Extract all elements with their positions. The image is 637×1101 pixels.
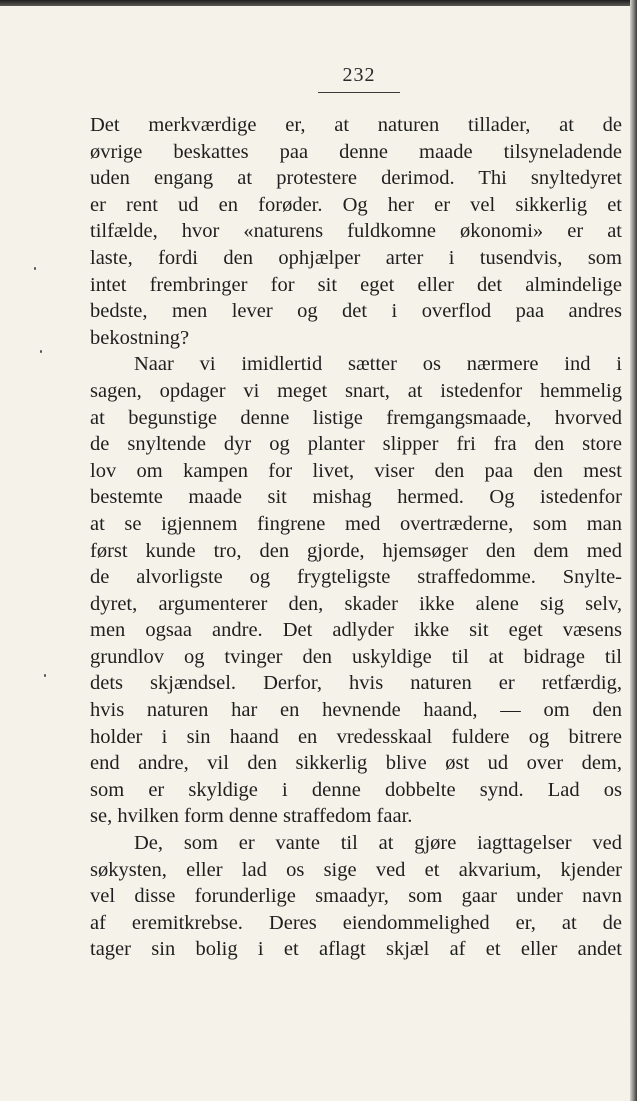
text-line: at se igjennem fingrene med overtræderne, som man (90, 512, 622, 535)
text-line: grundlov og tvinger den uskyldige til at bidrage til (90, 645, 622, 668)
text-line: intet frembringer for sit eget eller det almindelige (90, 273, 622, 296)
text-line: laste, fordi den ophjælper arter i tusendvis, som (90, 246, 622, 269)
text-line: er rent ud en forøder. Og her er vel sikkerlig et (90, 193, 622, 216)
margin-speck (44, 674, 46, 677)
text-line: hvis naturen har en hevnende haand, — om den (90, 699, 622, 722)
text-line: tilfælde, hvor «naturens fuldkomne økonomi» er at (90, 220, 622, 243)
text-line: uden engang at protestere derimod. Thi snyltedyret (90, 167, 622, 190)
text-line: Det merkværdige er, at naturen tillader, at de (90, 114, 622, 136)
margin-speck (34, 267, 36, 270)
text-line: bekostning? (90, 326, 190, 349)
text-line: men ogsaa andre. Det adlyder ikke sit eget væsens (90, 619, 622, 642)
text-line: dyret, argumenterer den, skader ikke alene sig selv, (90, 592, 622, 615)
text-line: øvrige beskattes paa denne maade tilsyneladende (90, 140, 622, 163)
text-line: som er skyldige i denne dobbelte synd. Lad os (90, 778, 622, 801)
text-line: søkysten, eller lad os sige ved et akvarium, kjender (90, 858, 622, 881)
text-line: tager sin bolig i et aflagt skjæl af et eller andet (90, 938, 622, 961)
text-line: holder i sin haand en vredesskaal fuldere og bitrere (90, 725, 622, 748)
text-line: af eremitkrebse. Deres eiendommelighed er, at de (90, 911, 622, 934)
page-number: 232 (342, 64, 376, 86)
text-line: bedste, men lever og det i overflod paa andres (90, 300, 622, 323)
text-line: vel disse forunderlige smaadyr, som gaar under navn (90, 885, 622, 908)
text-line: De, som er vante til at gjøre iagttagelser ved (134, 832, 622, 855)
text-line: bestemte maade sit mishag hermed. Og istedenfor (90, 486, 622, 509)
text-line: de alvorligste og frygteligste straffedomme. Snylte- (90, 566, 622, 589)
text-line: Naar vi imidlertid sætter os nærmere ind i (134, 353, 622, 376)
page-number-rule (318, 92, 400, 93)
scan-border-right (630, 0, 637, 1101)
text-line: de snyltende dyr og planter slipper fri fra den store (90, 433, 622, 456)
text-line: end andre, vil den sikkerlig blive øst ud over dem, (90, 752, 622, 775)
scan-border-top (0, 0, 637, 6)
text-line: lov om kampen for livet, viser den paa den mest (90, 459, 622, 482)
text-line: sagen, opdager vi meget snart, at istedenfor hemmelig (90, 379, 622, 402)
text-line: først kunde tro, den gjorde, hjemsøger den dem med (90, 539, 622, 562)
body-text (90, 112, 622, 963)
text-line: at begunstige denne listige fremgangsmaade, hvorved (90, 406, 622, 429)
margin-speck (40, 350, 42, 353)
text-line: dets skjændsel. Derfor, hvis naturen er retfærdig, (90, 672, 622, 695)
text-line: se, hvilken form denne straffedom faar. (90, 805, 413, 828)
